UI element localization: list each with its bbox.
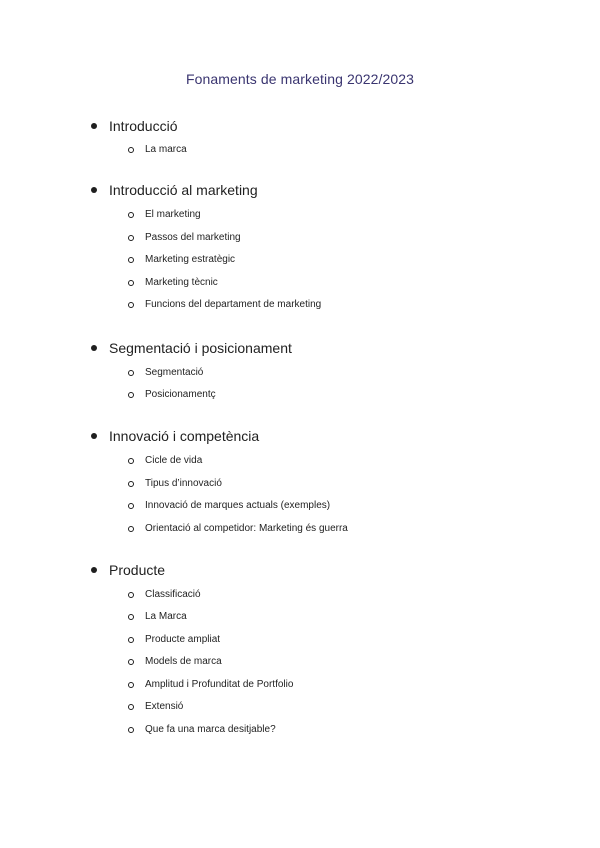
list-item	[0, 231, 600, 247]
list-item	[0, 208, 600, 224]
section-label: Innovació i competència	[109, 428, 260, 444]
list-item-label: Tipus d’innovació	[145, 478, 222, 489]
list-item	[0, 298, 600, 314]
list-item	[0, 454, 600, 470]
filled-bullet-icon	[91, 187, 97, 193]
hollow-bullet-icon	[128, 659, 134, 665]
list-item	[0, 253, 600, 269]
hollow-bullet-icon	[128, 682, 134, 688]
list-item-label: El marketing	[145, 209, 201, 220]
filled-bullet-icon	[91, 567, 97, 573]
section-heading	[0, 339, 600, 359]
section-heading	[0, 117, 600, 137]
list-item-label: Marketing estratègic	[145, 254, 236, 265]
list-item	[0, 522, 600, 538]
list-item-label: Innovació de marques actuals (exemples)	[145, 500, 331, 511]
list-item	[0, 143, 600, 159]
section-heading	[0, 427, 600, 447]
hollow-bullet-icon	[128, 458, 134, 464]
hollow-bullet-icon	[128, 147, 134, 153]
list-item-label: Posicionamentç	[145, 389, 216, 400]
hollow-bullet-icon	[128, 637, 134, 643]
hollow-bullet-icon	[128, 302, 134, 308]
list-item-label: Extensió	[145, 701, 184, 712]
list-item	[0, 678, 600, 694]
section-label: Segmentació i posicionament	[109, 340, 292, 356]
list-item-label: Marketing tècnic	[145, 277, 218, 288]
list-item	[0, 655, 600, 671]
list-item-label: La marca	[145, 144, 187, 155]
list-item	[0, 499, 600, 515]
list-item-label: Producte ampliat	[145, 634, 221, 645]
section-label: Producte	[109, 562, 166, 578]
list-item	[0, 633, 600, 649]
hollow-bullet-icon	[128, 503, 134, 509]
filled-bullet-icon	[91, 345, 97, 351]
list-item-label: La Marca	[145, 611, 187, 622]
list-item-label: Segmentació	[145, 367, 204, 378]
list-item	[0, 276, 600, 292]
hollow-bullet-icon	[128, 212, 134, 218]
hollow-bullet-icon	[128, 392, 134, 398]
list-item-label: Models de marca	[145, 656, 222, 667]
section-heading	[0, 561, 600, 581]
section-label: Introducció	[109, 118, 178, 134]
hollow-bullet-icon	[128, 614, 134, 620]
page-title: Fonaments de marketing 2022/2023	[185, 71, 415, 87]
hollow-bullet-icon	[128, 257, 134, 263]
hollow-bullet-icon	[128, 704, 134, 710]
list-item	[0, 388, 600, 404]
filled-bullet-icon	[91, 433, 97, 439]
section-heading	[0, 181, 600, 201]
hollow-bullet-icon	[128, 526, 134, 532]
list-item	[0, 700, 600, 716]
list-item	[0, 723, 600, 739]
list-item-label: Que fa una marca desitjable?	[145, 724, 276, 735]
hollow-bullet-icon	[128, 370, 134, 376]
list-item-label: Orientació al competidor: Marketing és guerra	[145, 523, 348, 534]
hollow-bullet-icon	[128, 235, 134, 241]
list-item	[0, 588, 600, 604]
list-item-label: Cicle de vida	[145, 455, 203, 466]
hollow-bullet-icon	[128, 280, 134, 286]
section-label: Introducció al marketing	[109, 182, 258, 198]
list-item-label: Passos del marketing	[145, 232, 241, 243]
filled-bullet-icon	[91, 123, 97, 129]
hollow-bullet-icon	[128, 592, 134, 598]
hollow-bullet-icon	[128, 481, 134, 487]
list-item	[0, 610, 600, 626]
list-item	[0, 366, 600, 382]
list-item-label: Classificació	[145, 589, 201, 600]
list-item-label: Funcions del departament de marketing	[145, 299, 322, 310]
list-item-label: Amplitud i Profunditat de Portfolio	[145, 679, 294, 690]
hollow-bullet-icon	[128, 727, 134, 733]
list-item	[0, 477, 600, 493]
